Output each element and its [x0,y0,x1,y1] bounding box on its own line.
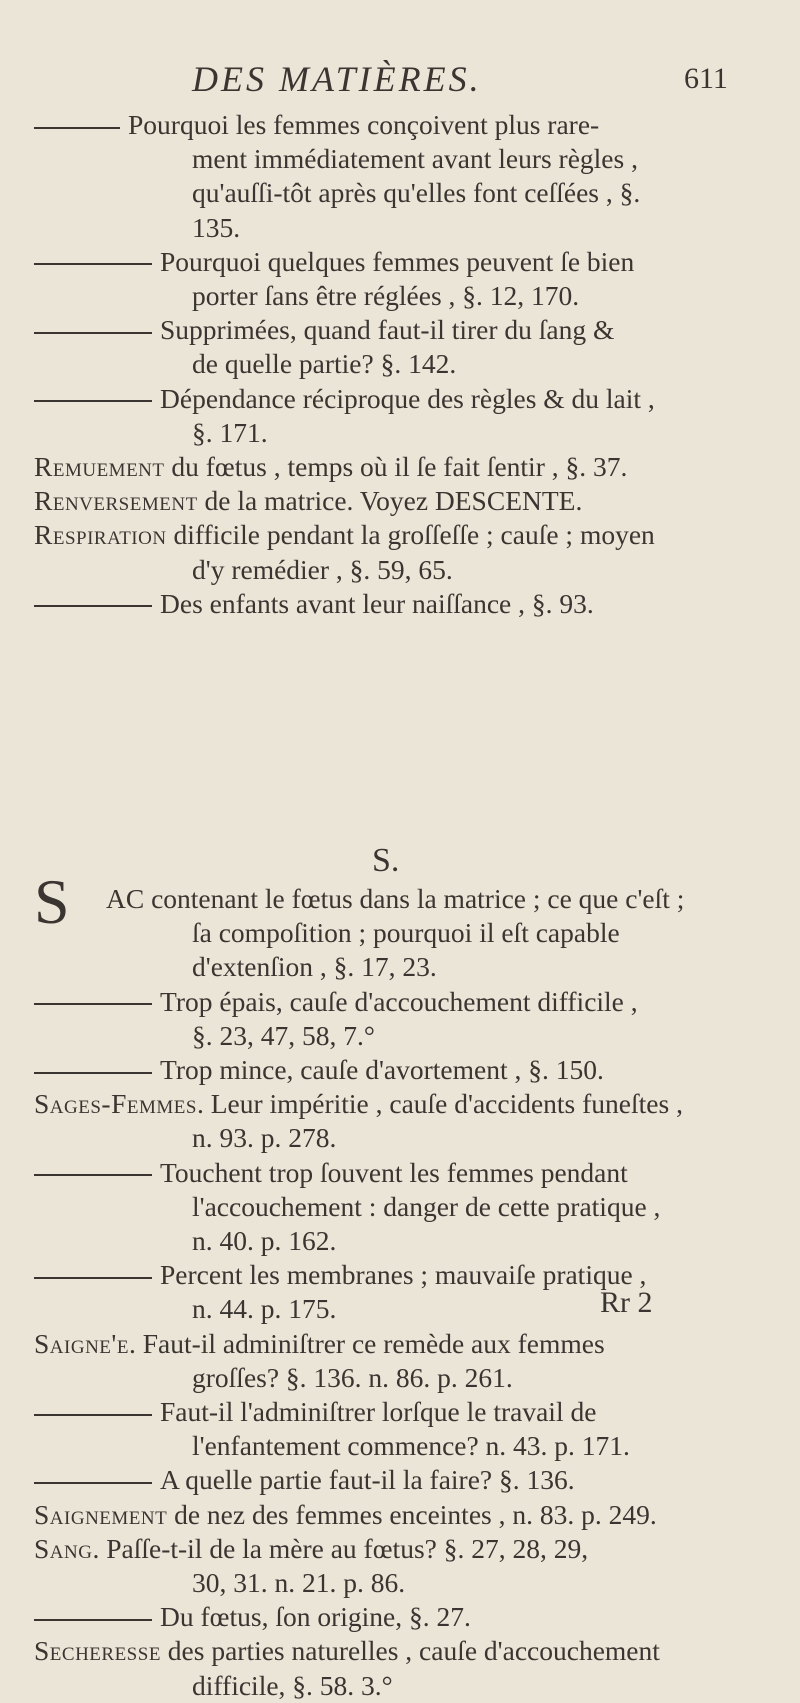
entry-text: Trop épais, cauſe d'accouchement difficile , [160,985,638,1017]
index-line [0,1327,794,1361]
index-line [0,1190,800,1224]
headword: Saigne'e [34,1327,129,1359]
ditto-dash [34,1174,152,1176]
ditto-dash [34,1414,152,1416]
ditto-dash [34,1619,152,1621]
index-line [0,1224,800,1258]
index-line [0,1292,800,1326]
index-line [0,1395,794,1429]
index-line [0,484,794,518]
headword: Renversement [34,485,198,517]
index-line [0,176,800,210]
entry-text: Supprimées, quand faut-il tirer du ſang & [160,314,615,346]
index-line [0,1463,794,1497]
index-line [0,1600,794,1634]
entry-text: Dépendance réciproque des règles & du lait , [160,382,655,414]
index-line [0,985,794,1019]
index-line [0,313,794,347]
entry-text: groſſes? §. 136. n. 86. p. 261. [192,1361,513,1393]
entry-text: Pourquoi les femmes conçoivent plus rare- [128,109,600,140]
index-line [0,882,800,916]
entry-text: §. 171. [192,416,268,448]
entry-text: 135. [192,211,241,243]
ditto-dash [34,332,152,334]
page-number: 611 [684,62,728,95]
ditto-dash [34,127,120,129]
ditto-dash [34,1482,152,1484]
entry-text: §. 23, 47, 58, 7.° [192,1019,375,1051]
index-line [0,1566,800,1600]
headword: Remuement [34,451,165,482]
entry-text: du fœtus , temps où il ſe fait ſentir , §. 37. [164,451,628,482]
index-line [0,950,800,984]
entry-text: Touchent trop ſouvent les femmes pendant [160,1156,628,1188]
index-line [0,1669,800,1703]
headword: Saignement [34,1498,168,1530]
index-line [0,1019,800,1053]
index-line [0,1532,794,1566]
index-line [0,245,794,279]
index-line [0,347,800,381]
running-title: DES MATIÈRES. [192,59,482,99]
entry-text: d'y remédier , §. 59, 65. [192,553,453,585]
entry-text: de la matrice. Voyez DESCENTE. [197,485,583,517]
entry-text: n. 40. p. 162. [192,1225,337,1256]
index-line [0,1429,800,1463]
headword: Sages-Femmes [34,1088,197,1120]
entry-text: Du fœtus, ſon origine, §. 27. [160,1601,471,1633]
index-line [0,553,800,587]
ditto-dash [34,1003,152,1005]
index-line [0,1361,800,1395]
index-line [0,916,800,950]
entry-text: porter ſans être réglées , §. 12, 170. [192,280,580,311]
entry-text: Percent les membranes ; mauvaiſe pratique , [160,1259,647,1291]
entry-text: l'enfantement commence? n. 43. p. 171. [192,1430,630,1462]
entry-text: ſa compoſition ; pourquoi il eſt capable [192,917,620,949]
entry-text: Faut-il l'adminiſtrer lorſque le travail de [160,1396,597,1427]
section-letter: S. [372,842,400,879]
entry-text: AC contenant le fœtus dans la matrice ; ce que c'eſt ; [106,883,685,914]
page-header [0,58,800,108]
index-line [0,1634,794,1668]
entry-text: Trop mince, cauſe d'avortement , §. 150. [160,1054,604,1085]
ditto-dash [34,400,152,402]
index-line [0,587,794,621]
index-line [0,142,800,176]
index-line [0,108,794,142]
index-line [0,1156,794,1190]
dropcap-letter: S [34,866,70,937]
entry-text: 30, 31. n. 21. p. 86. [192,1567,406,1598]
headword: Secheresse [34,1635,161,1667]
entry-text: . Leur impéritie , cauſe d'accidents funeſtes , [196,1088,683,1120]
entry-text: qu'auſſi-tôt après qu'elles font ceſſées , §. [192,177,641,209]
index-line [0,279,800,313]
entry-text: des parties naturelles , cauſe d'accouchement [160,1635,660,1667]
ditto-dash [34,1072,152,1074]
index-line [0,416,800,450]
entry-text: . Paſſe-t-il de la mère au fœtus? §. 27, 28, 29, [92,1532,589,1564]
entry-text: difficile, §. 58. 3.° [192,1669,393,1701]
entry-text: Des enfants avant leur naiſſance , §. 93. [160,587,594,619]
entry-text: d'extenſion , §. 17, 23. [192,951,437,983]
index-line [0,382,794,416]
entry-text: . Faut-il adminiſtrer ce remède aux femmes [128,1327,605,1359]
signature-mark: Rr 2 [600,1286,653,1319]
index-line [0,1258,794,1292]
entry-text: A quelle partie faut-il la faire? §. 136. [160,1464,575,1496]
entry-text: de nez des femmes enceintes , n. 83. p. 249. [167,1498,657,1530]
ditto-dash [34,1277,152,1279]
headword: Respiration [34,519,167,551]
entry-text: de quelle partie? §. 142. [192,348,457,380]
index-line [0,450,794,484]
index-line [0,1053,794,1087]
entry-text: l'accouchement : danger de cette pratique , [192,1190,661,1222]
headword: Sang [34,1532,93,1564]
index-line [0,1121,800,1155]
entry-text: difficile pendant la groſſeſſe ; cauſe ; moyen [166,519,655,551]
index-line [0,1498,794,1532]
index-line [0,1087,794,1121]
entry-text: n. 93. p. 278. [192,1122,337,1154]
ditto-dash [34,605,152,607]
ditto-dash [34,263,152,265]
entry-text: ment immédiatement avant leurs règles , [192,143,638,175]
index-line [0,211,800,245]
entry-text: Pourquoi quelques femmes peuvent ſe bien [160,245,635,277]
index-line [0,518,794,552]
entry-text: n. 44. p. 175. [192,1293,337,1325]
